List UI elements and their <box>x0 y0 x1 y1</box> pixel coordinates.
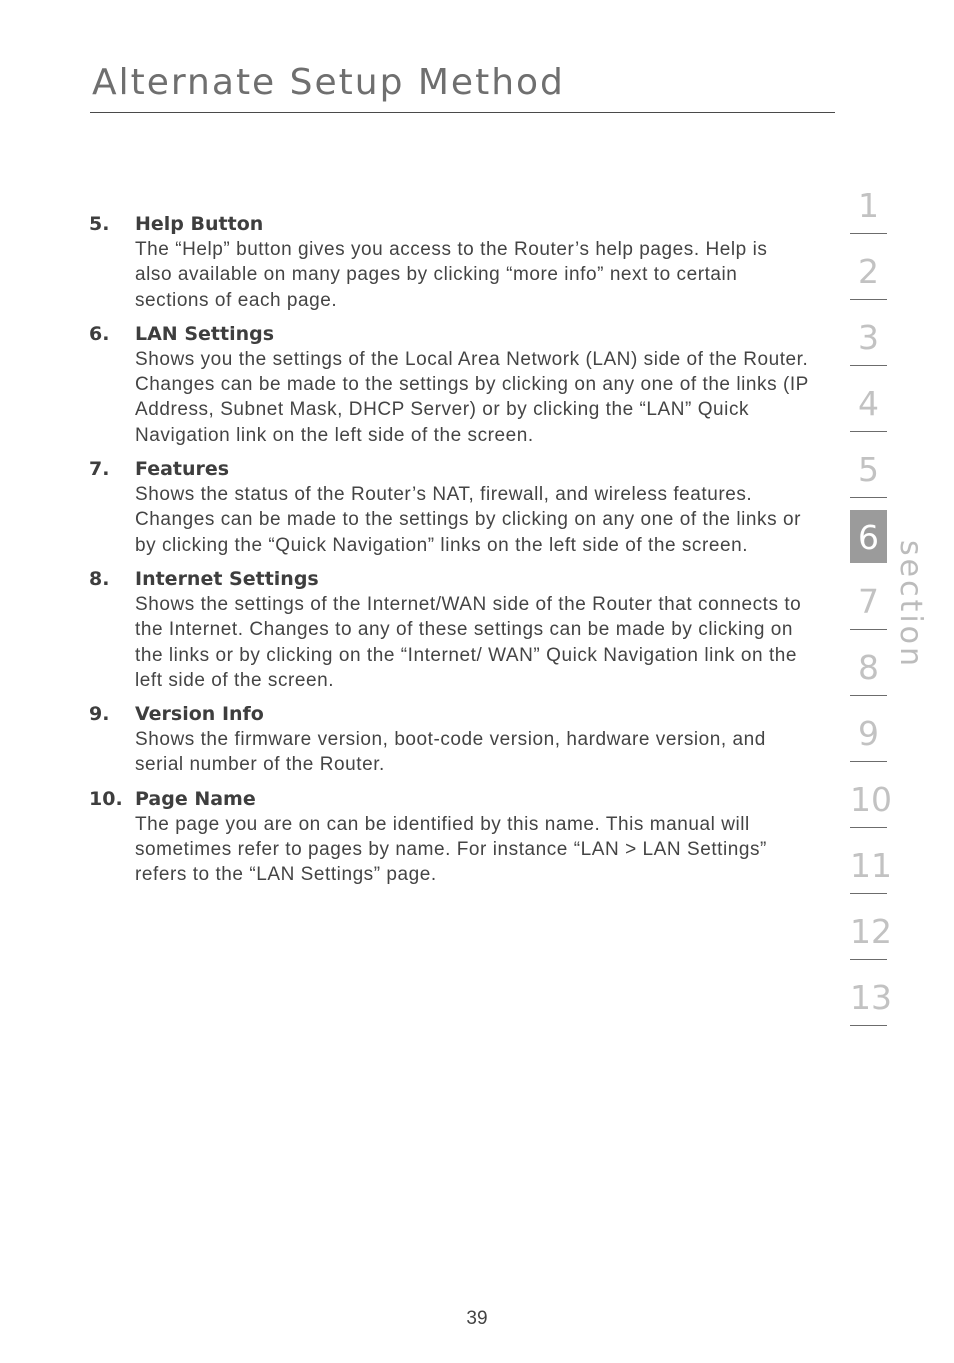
section-tab-11[interactable] <box>850 840 892 906</box>
section-tab-2[interactable] <box>850 246 887 312</box>
section-divider <box>850 827 887 828</box>
item-number: 9. <box>89 703 110 726</box>
item-number: 5. <box>89 213 110 235</box>
list-item-version-info <box>89 701 809 778</box>
section-tab-9[interactable] <box>850 708 887 774</box>
section-number: 5 <box>858 450 879 489</box>
list-item-features <box>89 456 809 558</box>
section-number: 3 <box>858 318 879 357</box>
item-description: The “Help” button gives you access to the Router’s help pages. Help is also available on many pages by clicking “more info” next to certain sections of each page. <box>135 239 768 311</box>
section-divider <box>850 299 887 300</box>
item-heading: Internet Settings <box>135 567 319 590</box>
page-title: Alternate Setup Method <box>92 62 565 103</box>
item-description: Shows the settings of the Internet/WAN side of the Router that connects to the Internet. Changes to any of these settings can be made by clicking on the links or by clicking on the “Internet/ WAN” Quick Navigation link on the left side of the screen. <box>135 593 802 691</box>
list-item-help-button <box>89 211 809 313</box>
section-divider <box>850 959 887 960</box>
section-tab-4[interactable] <box>850 378 887 444</box>
section-divider <box>850 497 887 498</box>
section-number: 2 <box>858 252 879 291</box>
list-item-page-name <box>89 786 809 888</box>
item-description: Shows you the settings of the Local Area Network (LAN) side of the Router. Changes can be made to the settings by clicking on any one of the links (IP Address, Subnet Mask, DHCP Server) or by clicking the “LAN” Quick Navigation link on the left side of the screen. <box>135 348 809 446</box>
item-description: The page you are on can be identified by this name. This manual will sometimes refer to pages by name. For instance “LAN > LAN Settings” refers to the “LAN Settings” page. <box>135 813 767 886</box>
list-item-internet-settings <box>89 566 809 693</box>
section-tab-6-active[interactable] <box>850 510 887 576</box>
section-divider <box>850 695 887 696</box>
section-tab-8[interactable] <box>850 642 887 708</box>
section-number: 10 <box>850 780 892 819</box>
section-tab-10[interactable] <box>850 774 892 840</box>
instruction-list <box>89 211 809 896</box>
item-heading: Help Button <box>135 213 264 235</box>
item-heading: LAN Settings <box>135 322 275 345</box>
section-number: 9 <box>858 714 879 753</box>
item-number: 10. <box>89 787 123 810</box>
section-tab-13[interactable] <box>850 972 892 1038</box>
item-number: 6. <box>89 322 110 345</box>
section-number: 13 <box>850 978 892 1017</box>
section-number: 11 <box>850 846 892 885</box>
section-divider <box>850 893 887 894</box>
section-number-active: 6 <box>850 510 887 563</box>
title-divider <box>90 112 835 113</box>
section-number: 7 <box>858 582 879 621</box>
section-divider <box>850 365 887 366</box>
section-tab-5[interactable] <box>850 444 887 510</box>
section-divider <box>850 233 887 234</box>
section-tab-7[interactable] <box>850 576 887 642</box>
item-description: Shows the status of the Router’s NAT, firewall, and wireless features. Changes can be made to the settings by clicking on any one of the links or by clicking the “Quick Navigation” links on the left side of the screen. <box>135 484 801 556</box>
item-heading: Page Name <box>135 787 256 810</box>
section-label: section <box>893 540 928 670</box>
page-number: 39 <box>466 1308 488 1329</box>
section-tab-3[interactable] <box>850 312 887 378</box>
section-number: 8 <box>858 648 879 687</box>
item-description: Shows the firmware version, boot-code version, hardware version, and serial number of the Router. <box>135 729 766 776</box>
list-item-lan-settings <box>89 321 809 448</box>
section-tab-1[interactable] <box>850 180 887 246</box>
item-number: 8. <box>89 567 110 590</box>
section-divider <box>850 431 887 432</box>
item-heading: Version Info <box>135 703 264 726</box>
section-divider <box>850 761 887 762</box>
section-nav <box>850 180 892 1038</box>
item-heading: Features <box>135 458 230 481</box>
section-number: 1 <box>858 186 879 225</box>
item-number: 7. <box>89 458 110 481</box>
section-divider <box>850 1025 887 1026</box>
section-tab-12[interactable] <box>850 906 892 972</box>
section-divider <box>850 629 887 630</box>
section-number: 12 <box>850 912 892 951</box>
section-number: 4 <box>858 384 879 423</box>
